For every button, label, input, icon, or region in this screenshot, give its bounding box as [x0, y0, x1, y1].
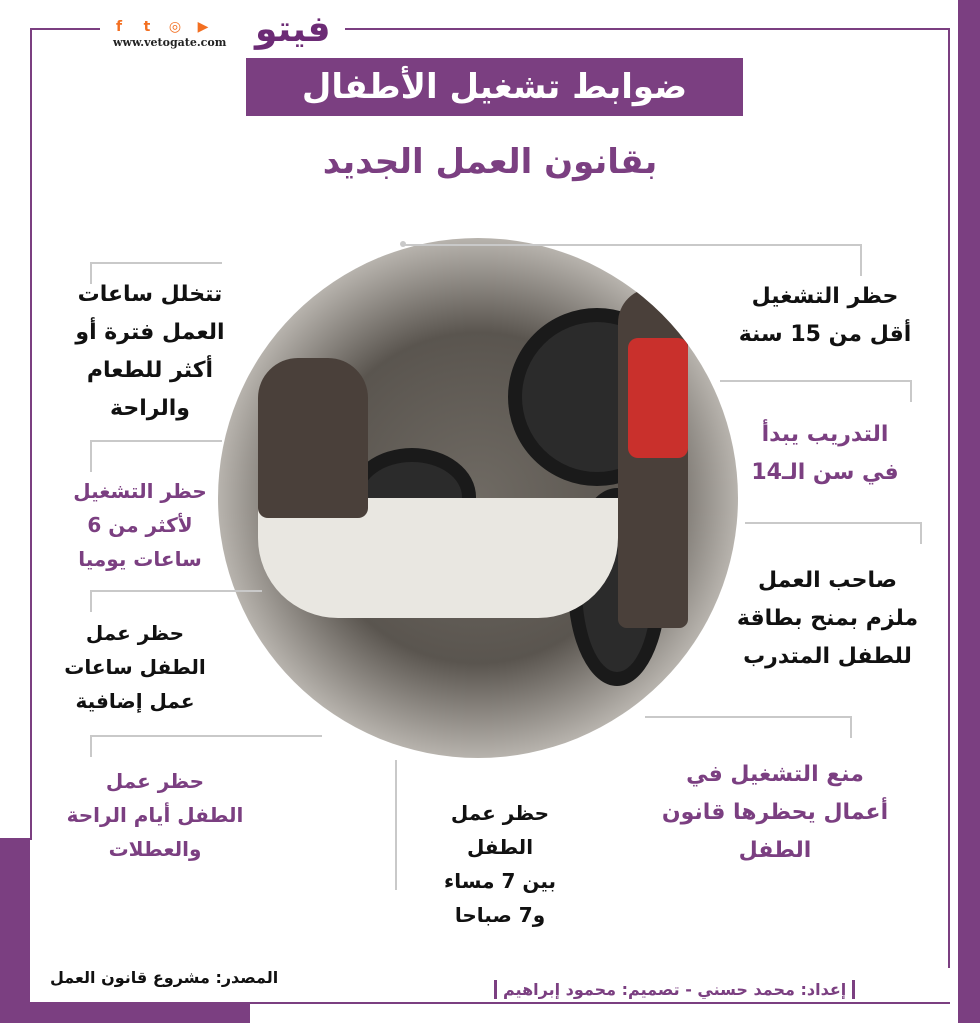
connector-center — [395, 760, 399, 890]
item-left4-line1: حظر عمل — [105, 769, 205, 793]
connector-left3 — [90, 590, 262, 612]
brand-url[interactable]: www.vetogate.com — [113, 36, 227, 49]
item-right3-line3: للطفل المتدرب — [743, 644, 912, 669]
child-right-shirt — [628, 338, 688, 458]
item-right2-line2: في سن الـ14 — [751, 460, 899, 485]
connector-right1 — [405, 244, 862, 276]
frame-top-line-right — [345, 28, 950, 30]
item-right1-line2: أقل من 15 سنة — [738, 322, 912, 347]
item-left3 — [40, 616, 230, 718]
item-left2-line2: لأكثر من 6 — [87, 513, 193, 537]
connector-left2 — [90, 440, 222, 472]
item-left4-line3: والعطلات — [108, 837, 202, 861]
instagram-icon[interactable]: ◎ — [168, 19, 182, 35]
item-center-line2: الطفل — [466, 835, 534, 859]
left-bottom-purple-bar — [0, 838, 30, 1023]
item-left2-line3: ساعات يوميا — [78, 547, 202, 571]
youtube-icon[interactable]: ▶ — [197, 19, 209, 35]
facebook-icon[interactable]: f — [115, 19, 123, 35]
brand-logo: فيتو — [255, 9, 331, 50]
item-right1-line1: حظر التشغيل — [751, 284, 899, 309]
connector-dot — [400, 241, 406, 247]
credits-text: إعداد: محمد حسني - تصميم: محمود إبراهيم — [494, 980, 855, 999]
twitter-icon[interactable]: t — [143, 19, 151, 35]
item-right3-line2: ملزم بمنح بطاقة — [736, 606, 919, 631]
photo-scene — [218, 238, 738, 758]
item-right2 — [700, 416, 950, 492]
connector-right4 — [645, 716, 852, 738]
item-right1 — [700, 278, 950, 354]
connector-right3 — [745, 522, 922, 544]
brand-block — [105, 8, 345, 48]
item-left1-line2: العمل فترة أو — [75, 320, 225, 345]
connector-left4 — [90, 735, 322, 757]
item-left3-line1: حظر عمل — [85, 621, 185, 645]
item-right2-line1: التدريب يبدأ — [761, 422, 889, 447]
child-left-figure — [258, 358, 368, 518]
item-center-line1: حظر عمل — [450, 801, 550, 825]
page-subtitle: بقانون العمل الجديد — [322, 142, 658, 182]
child-labor-photo — [218, 238, 738, 758]
item-center — [410, 796, 590, 932]
item-left3-line3: عمل إضافية — [75, 689, 195, 713]
item-center-line4: و7 صباحا — [454, 903, 546, 927]
item-left4 — [35, 764, 275, 866]
page-title: ضوابط تشغيل الأطفال — [246, 58, 743, 116]
item-left1 — [40, 276, 260, 428]
item-right3-line1: صاحب العمل — [758, 568, 897, 593]
social-icons — [110, 18, 212, 36]
item-right4 — [615, 756, 935, 870]
item-right4-line3: الطفل — [738, 838, 812, 863]
item-left2 — [40, 474, 240, 576]
frame-top-line — [30, 28, 100, 30]
item-left1-line1: تتخلل ساعات — [77, 282, 223, 307]
item-left4-line2: الطفل أيام الراحة — [66, 803, 244, 827]
item-left1-line4: والراحة — [110, 396, 190, 421]
item-right3 — [700, 562, 955, 676]
item-right4-line1: منع التشغيل في — [686, 762, 864, 787]
item-left3-line2: الطفل ساعات — [64, 655, 206, 679]
item-left1-line3: أكثر للطعام — [86, 358, 214, 383]
item-right4-line2: أعمال يحظرها قانون — [661, 800, 889, 825]
item-left2-line1: حظر التشغيل — [73, 479, 207, 503]
source-text: المصدر: مشروع قانون العمل — [50, 968, 279, 987]
connector-right2 — [720, 380, 912, 402]
bottom-purple-bar — [0, 1003, 250, 1023]
item-center-line3: بين 7 مساء — [444, 869, 556, 893]
